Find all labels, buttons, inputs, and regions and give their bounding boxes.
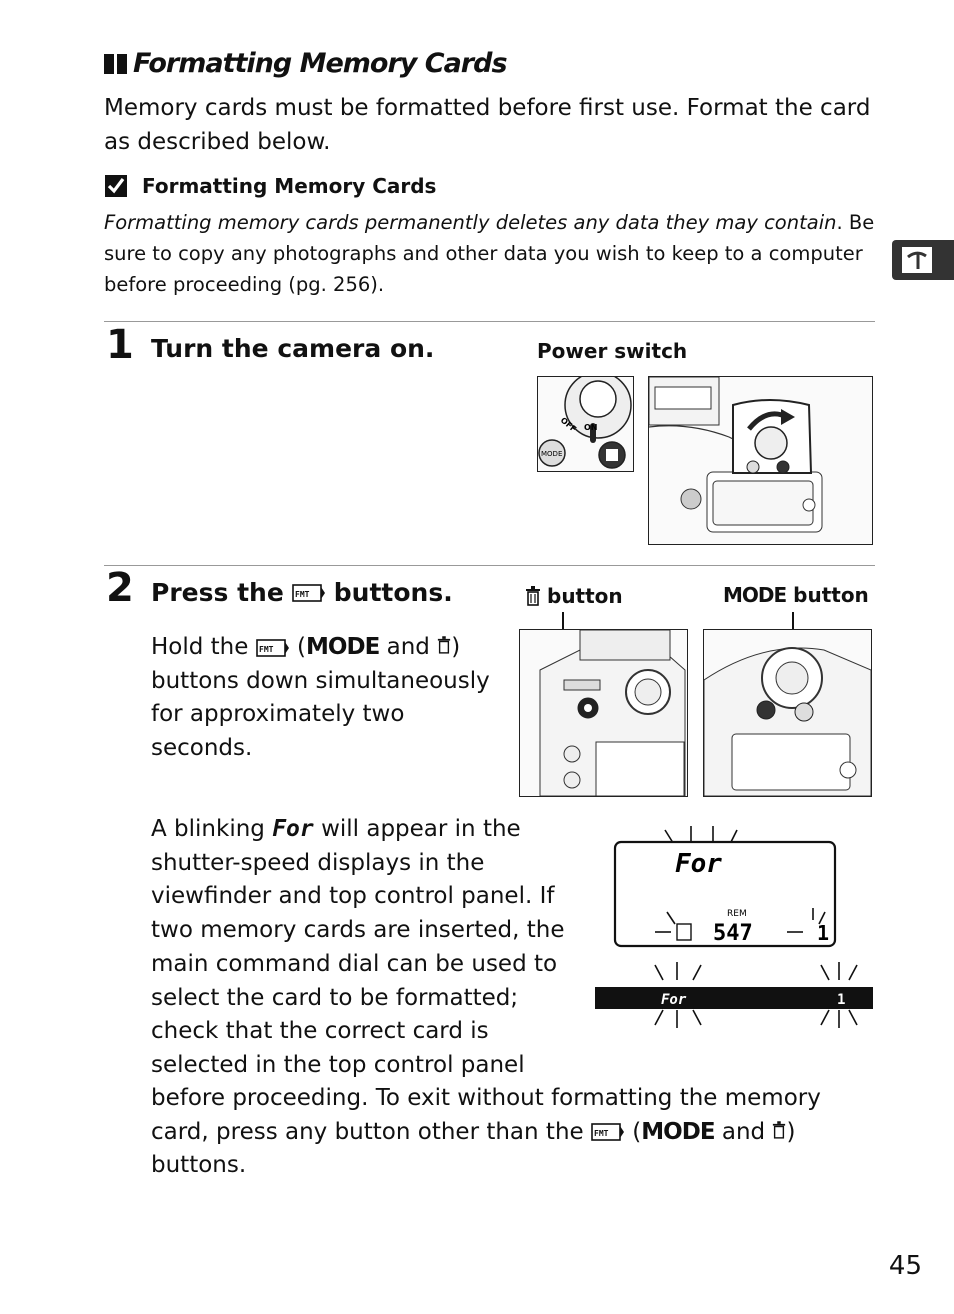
note-warning: Formatting memory cards permanently deletes any data they may contain [104,211,837,234]
note-heading [104,174,436,198]
blink-text-a: A blinking [151,816,265,842]
power-switch-closeup [537,376,634,472]
delete-icon [525,586,541,606]
mode-button-label [723,583,869,607]
delete-button-label-text: button [547,584,623,608]
camera-top-mode-image [703,629,872,797]
lcd-rem-label: REM [727,909,747,919]
step2-blink-instruction [151,813,571,1083]
section-marker-icon [104,54,127,74]
hold-text-a: Hold the [151,634,249,660]
hold-text-d: ) buttons down simultaneously for approximately two seconds. [151,634,490,762]
note-body [104,207,884,300]
on-label: ON [584,423,598,432]
note-title: Formatting Memory Cards [142,174,437,198]
step2-hold-instruction [151,631,501,766]
section-title [104,48,507,79]
camera-back-image [519,629,688,797]
exit-text-b: ( [632,1118,642,1145]
page-number: 45 [888,1251,922,1281]
step-title [151,578,453,607]
step-number: 1 [106,322,134,368]
format-icon [591,1121,625,1143]
viewfinder-for-text: For [661,992,687,1008]
lcd-card-text: 1 [817,921,830,945]
hold-mode: MODE [306,634,380,660]
svg-text:FMT: FMT [593,1129,609,1139]
delete-button-label [525,584,623,608]
camera-top-image [648,376,873,545]
step-number: 2 [106,565,134,611]
check-note-icon [104,174,128,198]
note-body-rest: . Be sure to copy any photographs and other data you wish to keep to a computer before proceeding (pg. 256). [104,211,875,296]
step-title-pre: Press the [151,578,284,607]
setup-tab [892,240,954,280]
viewfinder-card-text: 1 [837,992,846,1008]
delete-icon [437,636,451,654]
mode-word: MODE [723,583,787,607]
blink-for-glyph: For [272,816,314,842]
lcd-for-text: For [675,849,722,879]
mode-button-mini: MODE [541,450,563,458]
blink-text-b: will appear in the shutter-speed displays in the viewfinder and top control panel. If two memory cards are inserted, the main command dial can be used to select the card to be formatted; check that the correct card is selected in the top control panel [151,816,565,1078]
exit-text-a: before proceeding. To exit without formatting the memory card, press any button other than the [151,1085,821,1145]
off-label: OFF [558,415,579,434]
exit-text-d: ) buttons. [151,1118,796,1179]
lcd-count-text: 547 [713,921,753,946]
exit-mode: MODE [641,1118,715,1145]
hold-text-c: and [386,634,430,660]
setup-tab-icon [892,240,954,280]
format-icon [256,637,290,659]
section-title-text: Formatting Memory Cards [133,48,507,79]
power-switch-label: Power switch [537,339,688,363]
step-title: Turn the camera on. [151,334,435,363]
divider [104,321,875,322]
mode-button-label-text: button [793,583,869,607]
svg-text:FMT: FMT [294,589,310,599]
hold-text-b: ( [297,634,307,660]
control-panel-illustration [595,820,875,1035]
step2-exit-instruction [151,1082,881,1183]
divider [104,565,875,566]
svg-text:FMT: FMT [258,644,274,654]
intro-paragraph: Memory cards must be formatted before first use. Format the card as described below. [104,95,871,155]
step-title-post: buttons. [333,578,453,607]
delete-icon [772,1121,786,1139]
exit-text-c: and [721,1118,766,1145]
format-icon [292,582,326,604]
